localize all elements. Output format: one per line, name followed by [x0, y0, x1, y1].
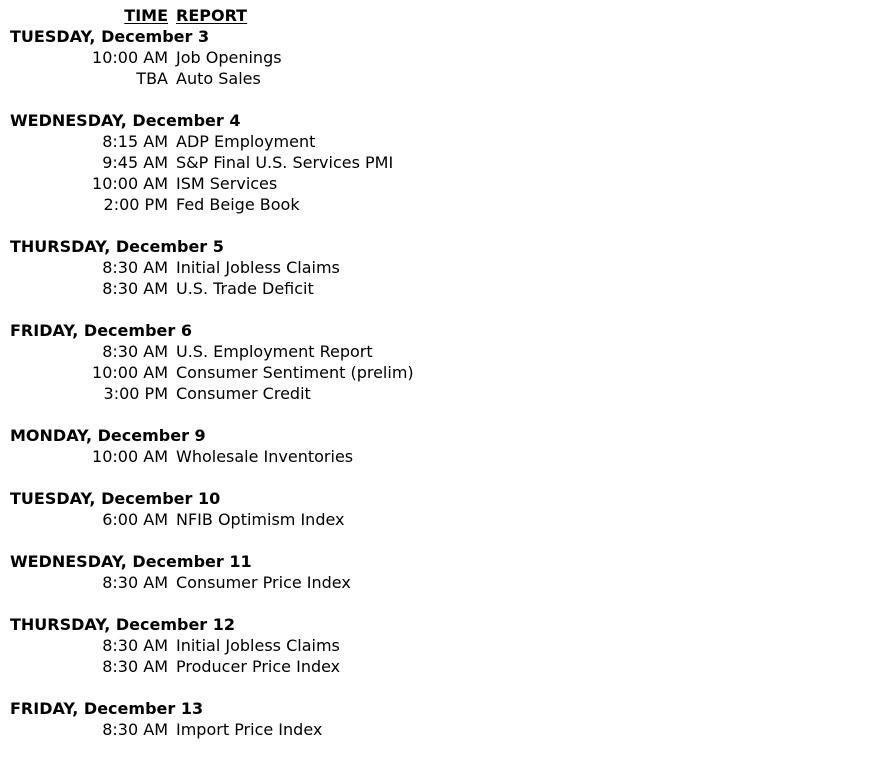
event-report: Fed Beige Book [176, 195, 300, 214]
event-time: 2:00 PM [103, 195, 168, 214]
day-section [10, 551, 351, 593]
day-heading: THURSDAY, December 5 [10, 237, 224, 256]
event-time: 8:30 AM [102, 720, 168, 739]
event-row [10, 362, 414, 383]
day-heading: TUESDAY, December 3 [10, 27, 210, 46]
day-heading: WEDNESDAY, December 4 [10, 111, 241, 130]
event-report: ADP Employment [176, 132, 316, 151]
event-row [10, 194, 300, 215]
event-report: Consumer Price Index [176, 573, 351, 592]
time-column-header: TIME [124, 6, 168, 25]
event-row [10, 383, 311, 404]
event-row [10, 47, 282, 68]
section-spacer [10, 299, 252, 320]
event-time: 10:00 AM [92, 174, 168, 193]
day-section [10, 698, 323, 740]
event-row [10, 719, 323, 740]
event-report: Initial Jobless Claims [176, 258, 340, 277]
day-section [10, 614, 341, 677]
economic-calendar [10, 5, 414, 740]
event-report: Producer Price Index [176, 657, 341, 676]
section-spacer [10, 593, 252, 614]
event-time: 10:00 AM [92, 48, 168, 67]
day-section [10, 425, 354, 467]
day-heading: TUESDAY, December 10 [10, 489, 221, 508]
event-time: 10:00 AM [92, 447, 168, 466]
day-section [10, 110, 394, 215]
section-spacer [10, 467, 252, 488]
day-heading: WEDNESDAY, December 11 [10, 552, 252, 571]
event-row [10, 278, 314, 299]
section-spacer [10, 89, 252, 110]
section-spacer [10, 215, 252, 236]
event-time: 8:30 AM [102, 636, 168, 655]
event-time: 8:30 AM [102, 573, 168, 592]
event-row [10, 257, 340, 278]
event-row [10, 635, 340, 656]
column-header-row [10, 5, 252, 26]
day-section [10, 320, 414, 404]
event-report: ISM Services [176, 174, 278, 193]
event-report: U.S. Employment Report [176, 342, 373, 361]
event-row [10, 341, 373, 362]
event-row [10, 131, 316, 152]
event-time: 3:00 PM [103, 384, 168, 403]
event-report: Consumer Sentiment (prelim) [176, 363, 414, 382]
event-report: Import Price Index [176, 720, 323, 739]
event-time: 10:00 AM [92, 363, 168, 382]
event-report: Wholesale Inventories [176, 447, 354, 466]
event-time: TBA [136, 69, 168, 88]
event-row [10, 656, 341, 677]
event-report: Auto Sales [176, 69, 261, 88]
event-time: 8:15 AM [102, 132, 168, 151]
event-time: 8:30 AM [102, 258, 168, 277]
event-report: NFIB Optimism Index [176, 510, 345, 529]
event-row [10, 572, 351, 593]
event-time: 8:30 AM [102, 342, 168, 361]
day-heading: FRIDAY, December 6 [10, 321, 192, 340]
event-time: 8:30 AM [102, 279, 168, 298]
event-report: Consumer Credit [176, 384, 311, 403]
event-report: Initial Jobless Claims [176, 636, 340, 655]
day-heading: FRIDAY, December 13 [10, 699, 204, 718]
event-report: Job Openings [176, 48, 282, 67]
day-heading: THURSDAY, December 12 [10, 615, 236, 634]
event-time: 9:45 AM [102, 153, 168, 172]
report-column-header: REPORT [176, 6, 248, 25]
event-time: 6:00 AM [102, 510, 168, 529]
event-report: U.S. Trade Deficit [176, 279, 314, 298]
event-row [10, 152, 394, 173]
event-row [10, 509, 345, 530]
section-spacer [10, 530, 252, 551]
day-section [10, 26, 282, 89]
event-row [10, 446, 354, 467]
event-time: 8:30 AM [102, 657, 168, 676]
day-section [10, 488, 345, 530]
section-spacer [10, 404, 252, 425]
days-list [10, 26, 414, 740]
day-heading: MONDAY, December 9 [10, 426, 206, 445]
event-row [10, 173, 278, 194]
event-row [10, 68, 261, 89]
day-section [10, 236, 340, 299]
section-spacer [10, 677, 252, 698]
event-report: S&P Final U.S. Services PMI [176, 153, 394, 172]
